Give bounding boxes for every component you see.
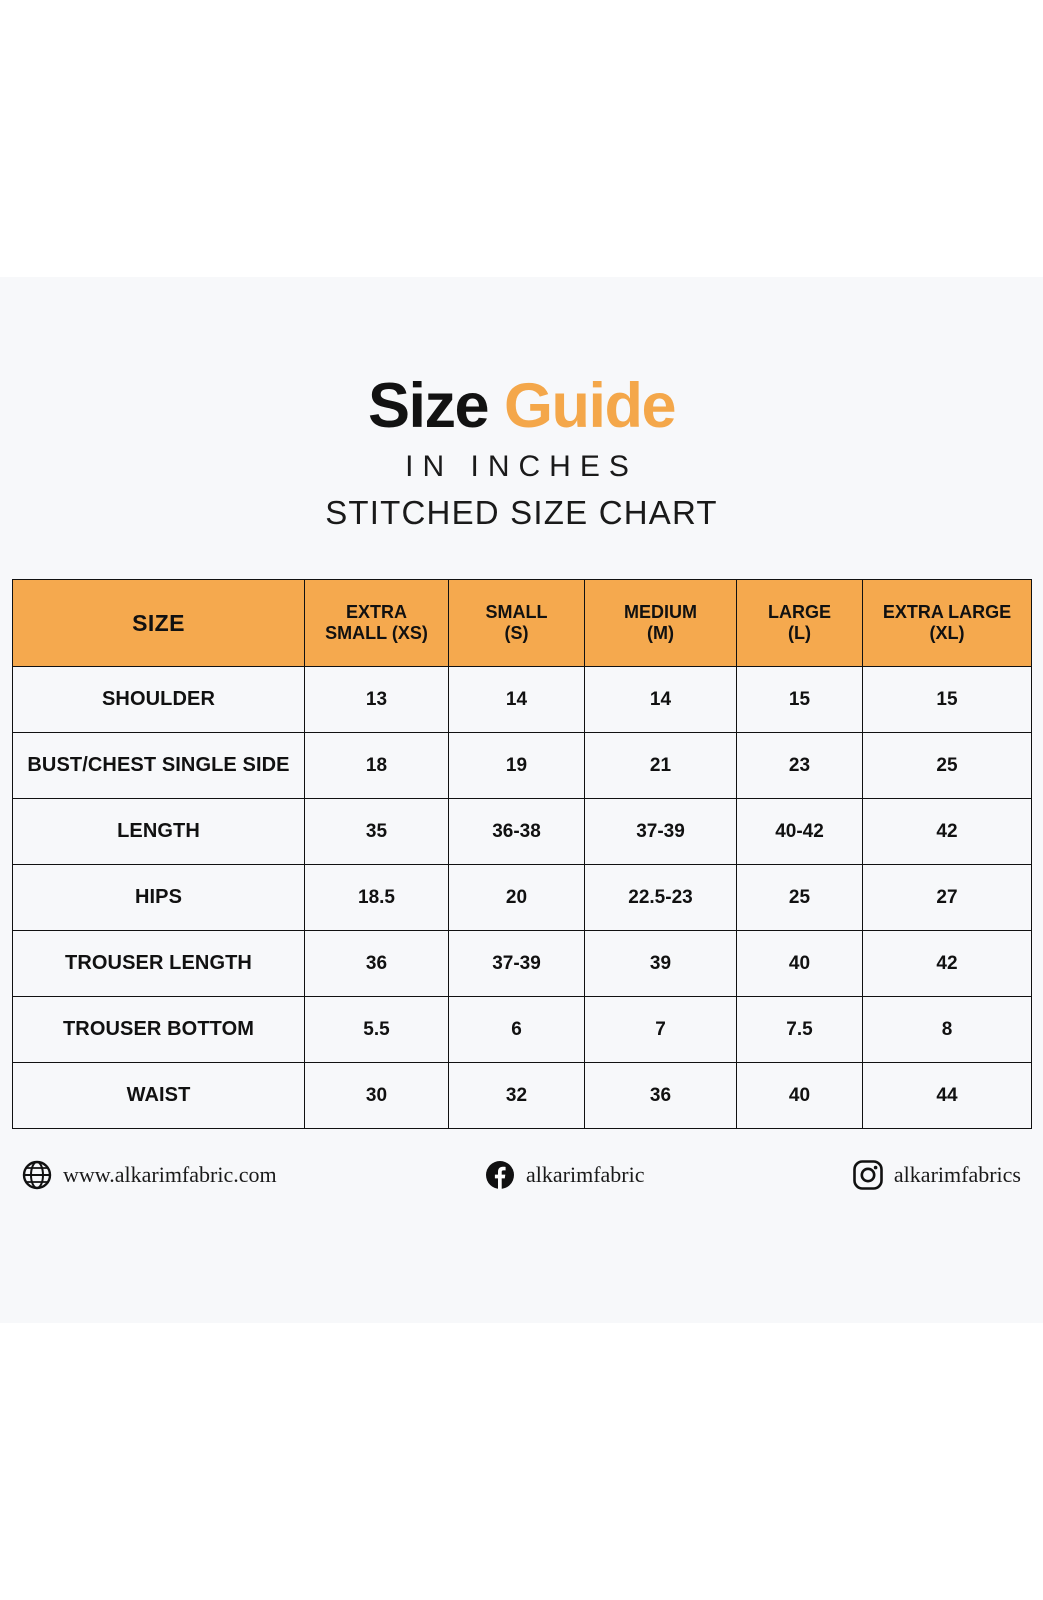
cell-value: 37-39 (585, 799, 737, 865)
size-table-wrap (12, 579, 1031, 1129)
table-row (13, 799, 1032, 865)
footer-instagram[interactable] (853, 1160, 1021, 1190)
cell-value: 14 (585, 667, 737, 733)
cell-value: 27 (863, 865, 1032, 931)
subtitle-chart-type: STITCHED SIZE CHART (325, 494, 718, 531)
cell-value: 15 (737, 667, 863, 733)
cell-value: 39 (585, 931, 737, 997)
cell-value: 14 (449, 667, 585, 733)
cell-value: 15 (863, 667, 1032, 733)
cell-value: 21 (585, 733, 737, 799)
cell-value: 36 (305, 931, 449, 997)
cell-value: 42 (863, 931, 1032, 997)
cell-value: 25 (737, 865, 863, 931)
cell-value: 18 (305, 733, 449, 799)
row-label: SHOULDER (13, 667, 305, 733)
size-guide-card (0, 277, 1043, 1323)
cell-value: 18.5 (305, 865, 449, 931)
cell-value: 37-39 (449, 931, 585, 997)
table-row (13, 931, 1032, 997)
cell-value: 32 (449, 1063, 585, 1129)
cell-value: 8 (863, 997, 1032, 1063)
cell-value: 20 (449, 865, 585, 931)
table-row (13, 733, 1032, 799)
column-header-s: SMALL (S) (449, 580, 585, 667)
column-header-xl: EXTRA LARGE (XL) (863, 580, 1032, 667)
column-header-l: LARGE (L) (737, 580, 863, 667)
column-header-size: SIZE (13, 580, 305, 667)
footer-facebook[interactable] (485, 1160, 645, 1190)
facebook-label: alkarimfabric (526, 1162, 645, 1187)
page-title-part1: Size (367, 371, 489, 441)
globe-icon (22, 1160, 52, 1190)
footer (22, 1160, 1021, 1190)
cell-value: 42 (863, 799, 1032, 865)
footer-website[interactable] (22, 1160, 277, 1190)
cell-value: 30 (305, 1063, 449, 1129)
size-table (12, 579, 1032, 1129)
table-row (13, 997, 1032, 1063)
cell-value: 13 (305, 667, 449, 733)
cell-value: 44 (863, 1063, 1032, 1129)
cell-value: 7 (585, 997, 737, 1063)
row-label: BUST/CHEST SINGLE SIDE (13, 733, 305, 799)
row-label: WAIST (13, 1063, 305, 1129)
table-header-row (13, 580, 1032, 667)
table-row (13, 667, 1032, 733)
cell-value: 7.5 (737, 997, 863, 1063)
size-table-body (13, 667, 1032, 1129)
facebook-icon (485, 1160, 515, 1190)
instagram-label: alkarimfabrics (893, 1162, 1021, 1187)
column-header-xs: EXTRA SMALL (XS) (305, 580, 449, 667)
row-label: HIPS (13, 865, 305, 931)
row-label: LENGTH (13, 799, 305, 865)
cell-value: 36-38 (449, 799, 585, 865)
cell-value: 25 (863, 733, 1032, 799)
cell-value: 40-42 (737, 799, 863, 865)
cell-value: 40 (737, 1063, 863, 1129)
cell-value: 36 (585, 1063, 737, 1129)
column-header-m: MEDIUM (M) (585, 580, 737, 667)
cell-value: 6 (449, 997, 585, 1063)
table-row (13, 865, 1032, 931)
instagram-icon (853, 1160, 883, 1190)
page-title-part2: Guide (504, 371, 676, 441)
row-label: TROUSER LENGTH (13, 931, 305, 997)
subtitle-units: IN INCHES (405, 450, 638, 483)
row-label: TROUSER BOTTOM (13, 997, 305, 1063)
cell-value: 40 (737, 931, 863, 997)
cell-value: 5.5 (305, 997, 449, 1063)
title-block (0, 277, 1043, 532)
size-table-header (13, 580, 1032, 667)
table-row (13, 1063, 1032, 1129)
cell-value: 35 (305, 799, 449, 865)
cell-value: 19 (449, 733, 585, 799)
website-label: www.alkarimfabric.com (63, 1162, 277, 1187)
page-title (0, 371, 1043, 441)
cell-value: 22.5-23 (585, 865, 737, 931)
cell-value: 23 (737, 733, 863, 799)
